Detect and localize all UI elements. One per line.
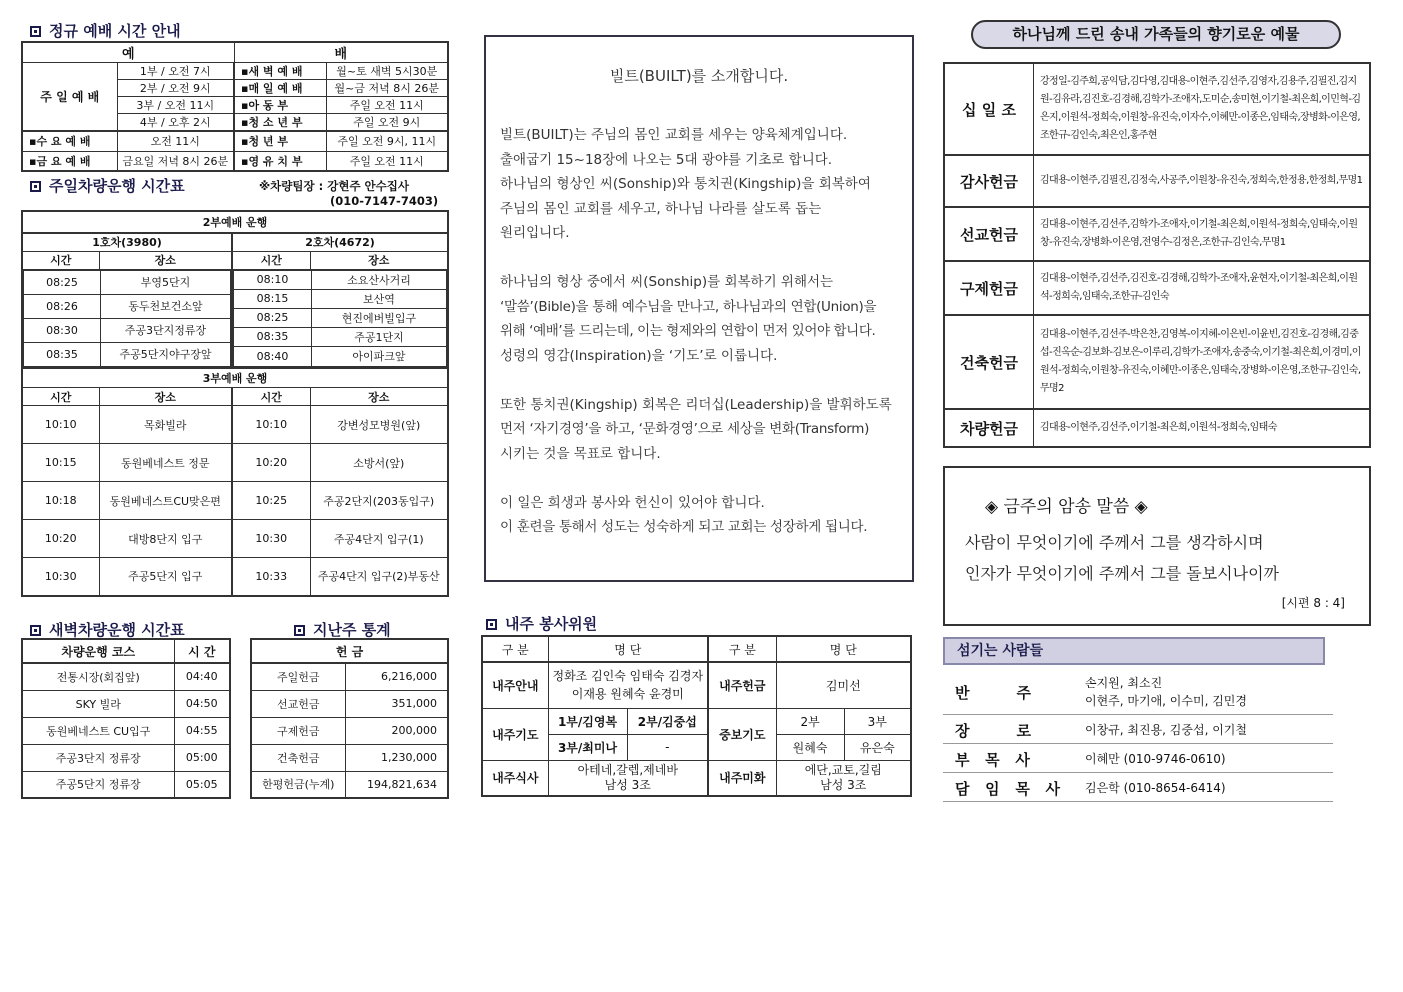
guide-names-line: 이재용 원혜숙 윤경미 <box>571 687 684 702</box>
table-cell: 소요산사거리 <box>312 270 447 289</box>
col-place: 장소 <box>310 388 448 406</box>
prayer-label: 내주기도 <box>482 708 548 760</box>
table-cell: 주공5단지 입구 <box>99 558 232 596</box>
offering-banner: 하나님께 드린 송내 가족들의 향기로운 예물 <box>971 20 1341 49</box>
service-label-preschool: ▪영 유 치 부 <box>234 151 326 171</box>
table-cell: 10:10 <box>232 406 310 444</box>
built-title: 빌트(BUILT)를 소개합니다. <box>609 67 789 85</box>
square-bullet-icon <box>486 619 497 630</box>
serve-title-text: 내주 봉사위원 <box>505 615 598 633</box>
part3-title: 3부예배 운행 <box>22 368 448 388</box>
table-cell: 목화빌라 <box>99 406 232 444</box>
meal-names <box>548 760 708 796</box>
table-cell: 1,230,000 <box>345 744 448 771</box>
built-line: 하나님의 형상 중에서 씨(Sonship)를 회복하기 위해서는 <box>500 274 834 290</box>
guide-label: 내주안내 <box>482 662 548 708</box>
built-line: 원리입니다. <box>500 225 570 241</box>
friday-worship-time: 금요일 저녁 8시 26분 <box>117 151 234 171</box>
square-bullet-icon <box>30 26 41 37</box>
built-line: 성령의 영감(Inspiration)을 ‘기도’로 이룹니다. <box>500 347 778 364</box>
built-line <box>500 368 892 393</box>
service-label-dawn: ▪새 벽 예 배 <box>234 63 326 80</box>
car1-schedule <box>23 270 231 367</box>
table-cell: 08:40 <box>234 346 312 366</box>
memory-verse-box <box>943 466 1371 626</box>
wednesday-worship-time: 오전 11시 <box>117 131 234 151</box>
service-time-dawn: 월~토 새벽 5시30분 <box>326 63 448 80</box>
worship-header-left: 예 <box>22 42 234 63</box>
sunday-worship-label: 주 일 예 배 <box>22 63 117 132</box>
offering-table <box>943 62 1371 448</box>
table-cell: 현진에버빌입구 <box>312 308 447 327</box>
prayer-2: 2부/김중섭 <box>627 708 708 734</box>
bus-title-text: 주일차량운행 시간표 <box>49 177 185 195</box>
table-cell: 선교헌금 <box>251 690 345 717</box>
table-cell: 08:25 <box>24 270 101 294</box>
stats-section-title <box>294 619 391 640</box>
sunday-service-3: 3부 / 오전 11시 <box>117 97 234 114</box>
col-gubun: 구 분 <box>708 636 776 662</box>
verse-title: ◈ 금주의 암송 말씀 ◈ <box>985 497 1148 517</box>
table-cell: 주공2단지(203동입구) <box>310 482 448 520</box>
serve-table <box>481 635 912 797</box>
offering-names-relief: 김대용-이현주,김선주,김진호-김경해,김학가-조애자,윤현자,이기철-최은희,이원석-정희숙,임태숙,조한규-김인숙 <box>1034 261 1371 315</box>
built-line: 이 훈련을 통해서 성도는 성숙하게 되고 교회는 성장하게 됩니다. <box>500 519 868 535</box>
table-cell: 동두천보건소앞 <box>101 294 231 318</box>
table-cell: 10:20 <box>22 520 99 558</box>
built-line: 이 일은 희생과 봉사와 헌신이 있어야 합니다. <box>500 494 765 511</box>
offering-name: 김미선 <box>776 662 911 708</box>
service-label-youth: ▪청 소 년 부 <box>234 114 326 132</box>
guide-names-line: 정화조 김인숙 임태숙 김경자 <box>552 669 704 684</box>
table-cell: 6,216,000 <box>345 663 448 690</box>
table-cell: 08:30 <box>24 318 101 342</box>
table-cell: 08:10 <box>234 270 312 289</box>
staff-role: 부 목 사 <box>955 751 1030 769</box>
col-gubun: 구 분 <box>482 636 548 662</box>
table-cell: 주일헌금 <box>251 663 345 690</box>
table-cell: 05:05 <box>174 771 230 798</box>
dawn-section-title <box>30 619 185 640</box>
table-cell: 동원베네스트CU맞은편 <box>99 482 232 520</box>
built-line: 시키는 것을 목표로 합니다. <box>500 445 661 462</box>
table-cell: 소방서(앞) <box>310 444 448 482</box>
built-line: 주님의 몸인 교회를 세우고, 하나님 나라를 살도록 돕는 <box>500 200 822 217</box>
table-cell: 08:15 <box>234 289 312 308</box>
service-time-preschool: 주일 오전 11시 <box>326 151 448 171</box>
offering-label-relief: 구제헌금 <box>944 261 1034 315</box>
worship-title-text: 정규 예배 시간 안내 <box>49 22 181 40</box>
table-cell: 전통시장(회집앞) <box>22 663 174 690</box>
table-cell: 보산역 <box>312 289 447 308</box>
col-place: 장소 <box>310 251 448 269</box>
intercession-h1: 2부 <box>776 708 844 734</box>
service-label-daily: ▪매 일 예 배 <box>234 80 326 97</box>
staff-name-line: 이창규, 최진용, 김중섭, 이기철 <box>1085 723 1247 737</box>
table-cell: 10:10 <box>22 406 99 444</box>
table-cell: 아이파크앞 <box>312 346 447 366</box>
square-bullet-icon <box>30 181 41 192</box>
service-time-children: 주일 오전 11시 <box>326 97 448 114</box>
built-line: 먼저 ‘자기경영’을 하고, ‘문화경영’으로 세상을 변화(Transform) <box>500 421 870 437</box>
intercession-n1: 원혜숙 <box>776 734 844 760</box>
service-label-young-adults: ▪청 년 부 <box>234 131 326 151</box>
table-cell: 10:30 <box>22 558 99 596</box>
meal-names-line: 남성 3조 <box>604 777 651 792</box>
built-line: 하나님의 형상인 씨(Sonship)와 통치권(Kingship)을 회복하여 <box>500 176 871 192</box>
col-time: 시 간 <box>174 639 230 663</box>
table-cell: 194,821,634 <box>345 771 448 798</box>
table-cell: 351,000 <box>345 690 448 717</box>
beauty-names <box>776 760 911 796</box>
staff-name-line: 김은학 (010-8654-6414) <box>1085 781 1226 795</box>
table-cell: 10:18 <box>22 482 99 520</box>
friday-worship-label: ▪금 요 예 배 <box>22 151 117 171</box>
service-time-daily: 월~금 저녁 8시 26분 <box>326 80 448 97</box>
stats-title-text: 지난주 통계 <box>313 621 391 639</box>
worship-section-title <box>30 20 181 41</box>
col-time: 시간 <box>232 388 310 406</box>
serve-section-title <box>486 613 597 634</box>
bus-manager-note: ※차량팀장 : 강현주 안수집사 <box>259 179 409 193</box>
table-cell: 주공4단지 입구(2)부동산 <box>310 558 448 596</box>
table-cell: 주공5단지야구장앞 <box>101 342 231 366</box>
offering-names-thanks: 김대용-이현주,김필진,김정숙,사공주,이원창-유진숙,정희숙,한정용,한정희,무명1 <box>1034 155 1371 207</box>
beauty-label: 내주미화 <box>708 760 776 796</box>
staff-name-line: 이현주, 마기애, 이수미, 김민경 <box>1085 694 1247 708</box>
staff-row <box>943 744 1333 773</box>
built-line: ‘말씀’(Bible)을 통해 예수님을 만나고, 하나님과의 연합(Union)을 <box>500 298 877 315</box>
offering-label-thanks: 감사헌금 <box>944 155 1034 207</box>
table-cell: 10:25 <box>232 482 310 520</box>
table-cell: 10:20 <box>232 444 310 482</box>
wednesday-worship-label: ▪수 요 예 배 <box>22 131 117 151</box>
offering-label-vehicle: 차량헌금 <box>944 409 1034 447</box>
worship-header-right: 배 <box>234 42 448 63</box>
guide-names <box>548 662 708 708</box>
table-cell: 10:15 <box>22 444 99 482</box>
table-cell: 동원베네스트 CU입구 <box>22 717 174 744</box>
car2-schedule <box>233 270 447 367</box>
table-cell: 강변성모병원(앞) <box>310 406 448 444</box>
staff-row <box>943 773 1333 802</box>
car1-label: 1호차(3980) <box>22 233 232 251</box>
table-cell: 08:35 <box>234 327 312 346</box>
table-cell: 주공3단지 정류장 <box>22 744 174 771</box>
verse-line-2: 인자가 무엇이기에 주께서 그를 돌보시나이까 <box>965 564 1280 583</box>
verse-reference: [시편 8 : 4] <box>1281 596 1345 610</box>
intercession-n2: 유은숙 <box>844 734 911 760</box>
table-cell: 건축헌금 <box>251 744 345 771</box>
worship-table <box>21 41 449 172</box>
offering-names-building: 김대용-이현주,김선주-박은찬,김영복-이지혜-이은빈-이윤빈,김진호-김경해,김중섭-진옥순-김보화-김보은-이루리,김학가-조애자,송중숙,이기철-최은희,이경미,이원석-정희숙,이원창-유진숙,이혜만-이종은,임태숙,장병화-이은영,조한규-김인숙,무명2 <box>1034 315 1371 409</box>
service-time-youth: 주일 오전 9시 <box>326 114 448 132</box>
table-cell: SKY 빌라 <box>22 690 174 717</box>
built-line: 출애굽기 15~18장에 나오는 5대 광야를 기초로 합니다. <box>500 151 833 168</box>
beauty-names-line: 에단,교토,길림 <box>804 762 882 777</box>
beauty-names-line: 남성 3조 <box>820 777 867 792</box>
staff-row <box>943 670 1333 715</box>
col-names: 명 단 <box>548 636 708 662</box>
staff-name-line: 손지원, 최소진 <box>1085 676 1163 690</box>
staff-list <box>943 670 1333 802</box>
dawn-title-text: 새벽차량운행 시간표 <box>49 621 185 639</box>
prayer-3: 3부/최미나 <box>548 734 627 760</box>
stats-header: 헌 금 <box>251 639 448 663</box>
dawn-table <box>21 638 231 799</box>
col-time: 시간 <box>22 388 99 406</box>
meal-label: 내주식사 <box>482 760 548 796</box>
staff-title: 섬기는 사람들 <box>943 637 1325 665</box>
stats-table <box>250 638 449 799</box>
col-place: 장소 <box>99 251 232 269</box>
table-cell: 주공4단지 입구(1) <box>310 520 448 558</box>
offering-label-mission: 선교헌금 <box>944 207 1034 261</box>
sunday-service-4: 4부 / 오후 2시 <box>117 114 234 132</box>
part2-title: 2부예배 운행 <box>22 211 448 233</box>
table-cell: 주공3단지정류장 <box>101 318 231 342</box>
table-cell: 한평헌금(누계) <box>251 771 345 798</box>
staff-name-line: 이혜만 (010-9746-0610) <box>1085 752 1226 766</box>
meal-names-line: 아테네,갈렙,제네바 <box>577 762 678 777</box>
service-time-young-adults: 주일 오전 9시, 11시 <box>326 131 448 151</box>
table-cell: 10:30 <box>232 520 310 558</box>
bus-section-title <box>30 175 185 196</box>
table-cell: 04:50 <box>174 690 230 717</box>
square-bullet-icon <box>294 625 305 636</box>
built-line <box>500 246 892 271</box>
offering-names-tithe: 강정일-김주희,공익담,김다영,김대용-이현주,김선주,김영자,김용주,김필진,김지원-김유라,김진호-김경해,김학가-조애자,도미순,송미현,이기철-최은희,이민혁-김은지,이원석-정희숙,이원창-유진숙,이자수,이혜만-이종은,임태숙,장병화-이은영,조한규-김인숙,최은인,홍주현 <box>1034 63 1371 155</box>
table-cell: 04:55 <box>174 717 230 744</box>
bus-table <box>21 210 449 597</box>
bus-manager-phone: (010-7147-7403) <box>330 194 439 208</box>
service-label-children: ▪아 동 부 <box>234 97 326 114</box>
offering-label-building: 건축헌금 <box>944 315 1034 409</box>
built-line <box>500 466 892 491</box>
col-course: 차량운행 코스 <box>22 639 174 663</box>
built-line: 빌트(BUILT)는 주님의 몸인 교회를 세우는 양육체계입니다. <box>500 127 848 143</box>
intercession-h2: 3부 <box>844 708 911 734</box>
car2-label: 2호차(4672) <box>232 233 448 251</box>
table-cell: 대방8단지 입구 <box>99 520 232 558</box>
sunday-service-1: 1부 / 오전 7시 <box>117 63 234 80</box>
built-body <box>500 123 892 540</box>
intercession-label: 중보기도 <box>708 708 776 760</box>
table-cell: 10:33 <box>232 558 310 596</box>
square-bullet-icon <box>30 625 41 636</box>
table-cell: 08:25 <box>234 308 312 327</box>
table-cell: 200,000 <box>345 717 448 744</box>
table-cell: 05:00 <box>174 744 230 771</box>
table-cell: 08:26 <box>24 294 101 318</box>
offering-names-mission: 김대용-이현주,김선주,김학가-조애자,이기철-최은희,이원석-정희숙,임태숙,이원창-유진숙,장병화-이은영,전영수-김정은,조한규-김인숙,무명1 <box>1034 207 1371 261</box>
col-place: 장소 <box>99 388 232 406</box>
table-cell: 구제헌금 <box>251 717 345 744</box>
col-time: 시간 <box>22 251 99 269</box>
table-cell: 04:40 <box>174 663 230 690</box>
built-line: 위해 ‘예배’를 드리는데, 이는 형제와의 연합이 먼저 있어야 합니다. <box>500 323 876 339</box>
staff-row <box>943 715 1333 744</box>
prayer-4: - <box>627 734 708 760</box>
offering-label-tithe: 십 일 조 <box>944 63 1034 155</box>
staff-role: 반 주 <box>955 684 1031 702</box>
sunday-service-2: 2부 / 오전 9시 <box>117 80 234 97</box>
staff-role: 담 임 목 사 <box>955 780 1060 798</box>
table-cell: 동원베네스트 정문 <box>99 444 232 482</box>
table-cell: 주공1단지 <box>312 327 447 346</box>
table-cell: 08:35 <box>24 342 101 366</box>
built-intro-box <box>484 35 914 582</box>
table-cell: 부영5단지 <box>101 270 231 294</box>
staff-names <box>1085 674 1247 710</box>
verse-line-1: 사람이 무엇이기에 주께서 그를 생각하시며 <box>965 533 1264 552</box>
col-time: 시간 <box>232 251 310 269</box>
staff-role: 장 로 <box>955 722 1031 740</box>
offering-label: 내주헌금 <box>708 662 776 708</box>
built-line: 또한 통치권(Kingship) 회복은 리더십(Leadership)을 발휘하도록 <box>500 396 892 413</box>
col-names: 명 단 <box>776 636 911 662</box>
table-cell: 주공5단지 정류장 <box>22 771 174 798</box>
prayer-1: 1부/김영복 <box>548 708 627 734</box>
offering-names-vehicle: 김대용-이현주,김선주,이기철-최은희,이원석-정희숙,임태숙 <box>1034 409 1371 447</box>
